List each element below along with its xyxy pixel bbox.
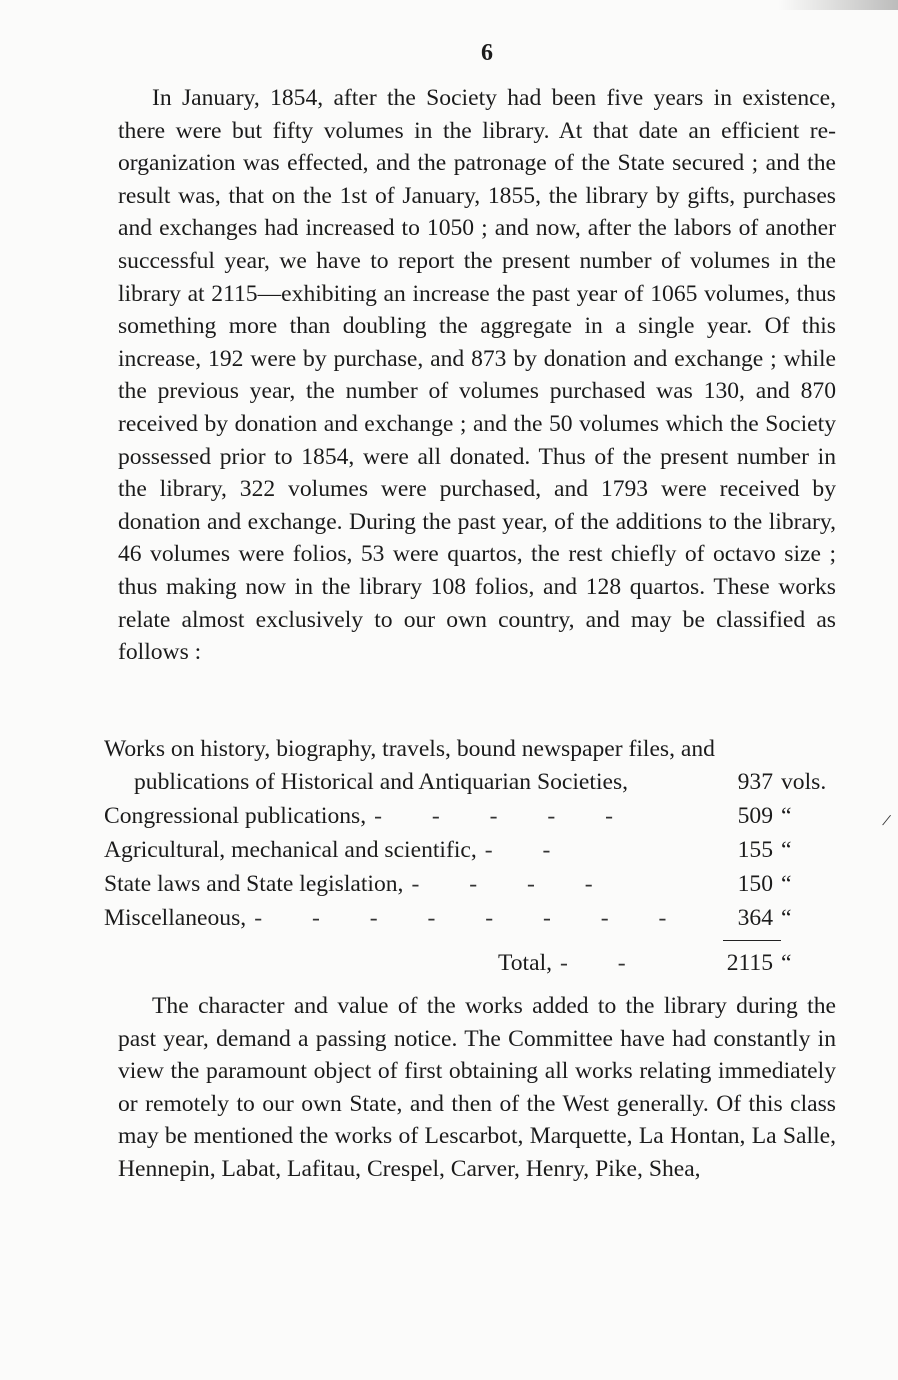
total-rule	[723, 940, 781, 947]
body-paragraph-1	[118, 82, 836, 669]
classification-total-row	[104, 947, 829, 981]
paragraph-text: In January, 1854, after the Society had been five years in existence, there were but fifty volumes in the library. At that date an efficient re-organization was effected, and the patronage of the State secured ; and the result was, that on the 1st of January, 1855, the library by gifts, purchases and exchanges had increased to 1050 ; and now, after the labors of another successful year, we have to report the present number of volumes in the library at 2115—exhibiting an increase the past year of 1065 volumes, thus something more than doubling the aggregate in a single year. Of this increase, 192 were by purchase, and 873 by donation and exchange ; while the previous year, the number of volumes purchased was 130, and 870 received by donation and exchange ; and the 50 volumes which the Society possessed prior to 1854, were all donated. Thus of the present number in the library, 322 volumes were purchased, and 1793 were received by donation and exchange. During the past year, of the additions to the library, 46 volumes were folios, 53 were quartos, the rest chiefly of octavo size ; thus making now in the library 108 folios, and 128 quartos. These works relate almost exclusively to our own country, and may be classified as follows :	[118, 85, 836, 666]
row-unit: “	[781, 870, 792, 897]
classification-row-history	[104, 766, 829, 800]
row-count: 364	[737, 904, 773, 931]
row-leader: - - - - - - - -	[254, 904, 689, 931]
row-count: 937	[737, 768, 773, 795]
paragraph-text: The character and value of the works added to the library during the past year, demand a passing notice. The Committee have had constantly in view the paramount object of first obtaining all works relating immediately or remotely to our own State, and then of the West generally. Of this class may be mentioned the works of Lescarbot, Marquette, La Hontan, La Salle, Hennepin, Labat, Lafitau, Crespel, Carver, Henry, Pike, Shea,	[118, 993, 836, 1182]
classification-first-line-text: Works on history, biography, travels, bound newspaper files, and	[104, 736, 715, 762]
row-unit: vols.	[781, 768, 827, 795]
page-number: 6	[481, 40, 493, 66]
row-count: 509	[737, 802, 773, 829]
body-paragraph-2	[118, 990, 836, 1186]
classification-row-agricultural	[104, 834, 829, 868]
row-leader: - - - -	[411, 870, 615, 897]
row-leader: - -	[484, 836, 573, 863]
classification-row-state-laws	[104, 868, 829, 902]
total-label: Total,	[498, 949, 553, 976]
row-label: Congressional publications,	[104, 802, 367, 829]
classification-row-miscellaneous	[104, 902, 829, 936]
row-count: 155	[737, 836, 773, 863]
row-leader: - - - - -	[374, 802, 636, 829]
total-leader: - -	[560, 949, 648, 976]
row-unit: “	[781, 904, 792, 931]
total-unit: “	[781, 949, 792, 976]
row-label: Miscellaneous,	[104, 904, 247, 931]
row-label: Agricultural, mechanical and scientific,	[104, 836, 477, 863]
row-unit: “	[781, 836, 792, 863]
classification-table	[104, 733, 829, 981]
row-label: publications of Historical and Antiquarian Societies,	[134, 768, 629, 795]
margin-pencil-mark: /	[880, 809, 893, 831]
row-label: State laws and State legislation,	[104, 870, 404, 897]
row-count: 150	[737, 870, 773, 897]
classification-first-line	[104, 733, 829, 766]
total-count: 2115	[726, 949, 773, 976]
classification-row-congressional	[104, 800, 829, 834]
row-unit: “	[781, 802, 792, 829]
scan-edge-shadow	[778, 0, 898, 10]
